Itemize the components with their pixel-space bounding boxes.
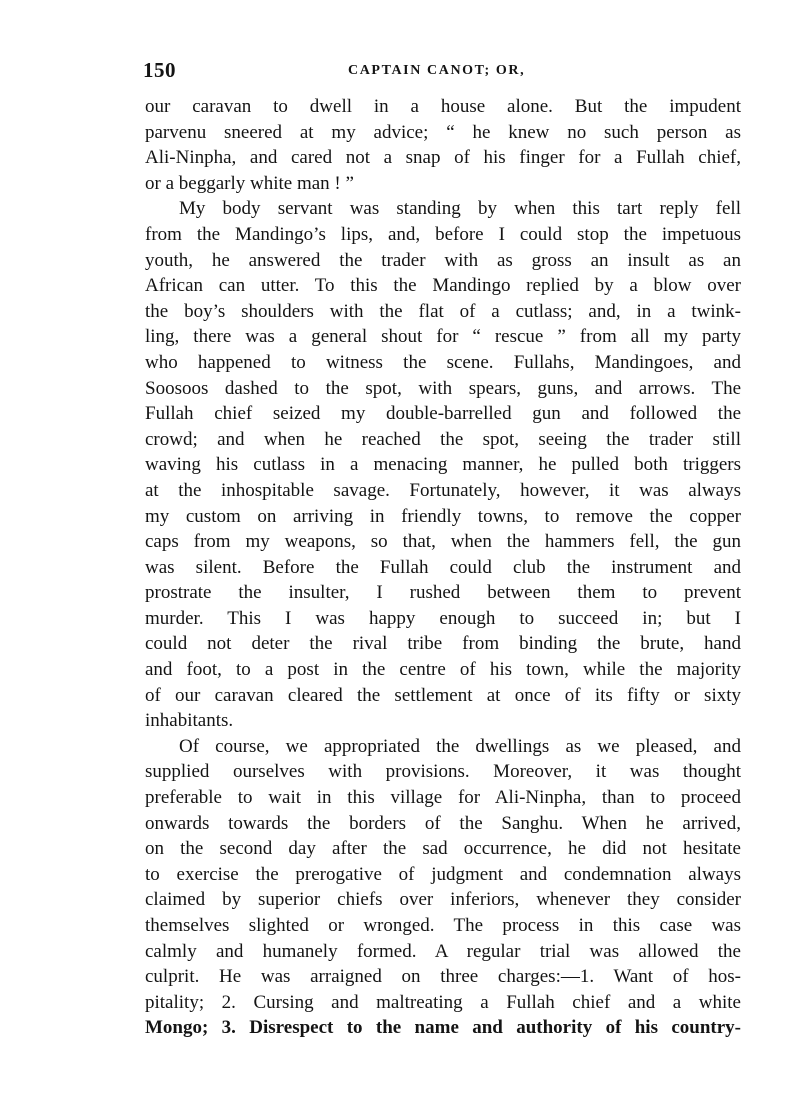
text-line: the boy’s shoulders with the flat of a cutlass; and, in a twink- <box>145 300 741 322</box>
text-line: parvenu sneered at my advice; “ he knew no such person as <box>145 121 741 143</box>
text-line: my custom on arriving in friendly towns, to remove the copper <box>145 505 741 527</box>
body-text <box>145 94 741 1041</box>
text-line: calmly and humanely formed. A regular trial was allowed the <box>145 940 741 962</box>
text-line: and foot, to a post in the centre of his town, while the majority <box>145 659 741 681</box>
text-line: could not deter the rival tribe from binding the brute, hand <box>145 633 741 655</box>
text-line: prostrate the insulter, I rushed between them to prevent <box>145 582 741 604</box>
text-line: of our caravan cleared the settlement at once of its fifty or sixty <box>145 684 741 706</box>
paragraph-start-line: My body servant was standing by when this tart reply fell <box>179 198 741 220</box>
text-line: on the second day after the sad occurrence, he did not hesitate <box>145 838 741 860</box>
text-line: themselves slighted or wronged. The process in this case was <box>145 915 741 936</box>
text-line: claimed by superior chiefs over inferiors, whenever they consider <box>145 889 741 911</box>
text-line: murder. This I was happy enough to succeed in; but I <box>145 607 741 629</box>
text-line: to exercise the prerogative of judgment and condemnation always <box>145 863 741 885</box>
paragraph-start-line: Of course, we appropriated the dwellings as we pleased, and <box>179 735 741 757</box>
text-line: Fullah chief seized my double-barrelled gun and followed the <box>145 403 741 425</box>
text-line: or a beggarly white man ! ” <box>145 172 354 194</box>
text-line: who happened to witness the scene. Fullahs, Mandingoes, and <box>145 351 741 373</box>
text-line: pitality; 2. Cursing and maltreating a Fullah chief and a white <box>145 991 741 1013</box>
running-head <box>143 58 741 84</box>
text-line: inhabitants. <box>145 710 234 732</box>
text-line: from the Mandingo’s lips, and, before I could stop the impetuous <box>145 223 741 245</box>
text-line: crowd; and when he reached the spot, seeing the trader still <box>145 428 741 450</box>
text-line: African can utter. To this the Mandingo replied by a blow over <box>145 275 741 297</box>
text-line: our caravan to dwell in a house alone. But the impudent <box>145 96 741 117</box>
text-line: Soosoos dashed to the spot, with spears, guns, and arrows. The <box>145 377 741 399</box>
page-number: 150 <box>143 58 176 82</box>
text-line: supplied ourselves with provisions. Moreover, it was thought <box>145 761 741 783</box>
text-line: Ali-Ninpha, and cared not a snap of his finger for a Fullah chief, <box>145 147 741 169</box>
text-line: youth, he answered the trader with as gross an insult as an <box>145 249 741 271</box>
text-line: culprit. He was arraigned on three charges:—1. Want of hos- <box>145 966 741 988</box>
text-line: caps from my weapons, so that, when the hammers fell, the gun <box>145 531 741 553</box>
text-line: Mongo; 3. Disrespect to the name and authority of his country- <box>145 1017 741 1039</box>
text-line: preferable to wait in this village for Ali-Ninpha, than to proceed <box>145 787 741 809</box>
running-title: CAPTAIN CANOT; OR, <box>348 63 526 78</box>
text-line: at the inhospitable savage. Fortunately, however, it was always <box>145 479 741 501</box>
text-line: was silent. Before the Fullah could club the instrument and <box>145 556 741 578</box>
text-line: onwards towards the borders of the Sanghu. When he arrived, <box>145 812 741 834</box>
text-line: ling, there was a general shout for “ rescue ” from all my party <box>145 326 741 348</box>
text-line: waving his cutlass in a menacing manner, he pulled both triggers <box>145 454 741 476</box>
